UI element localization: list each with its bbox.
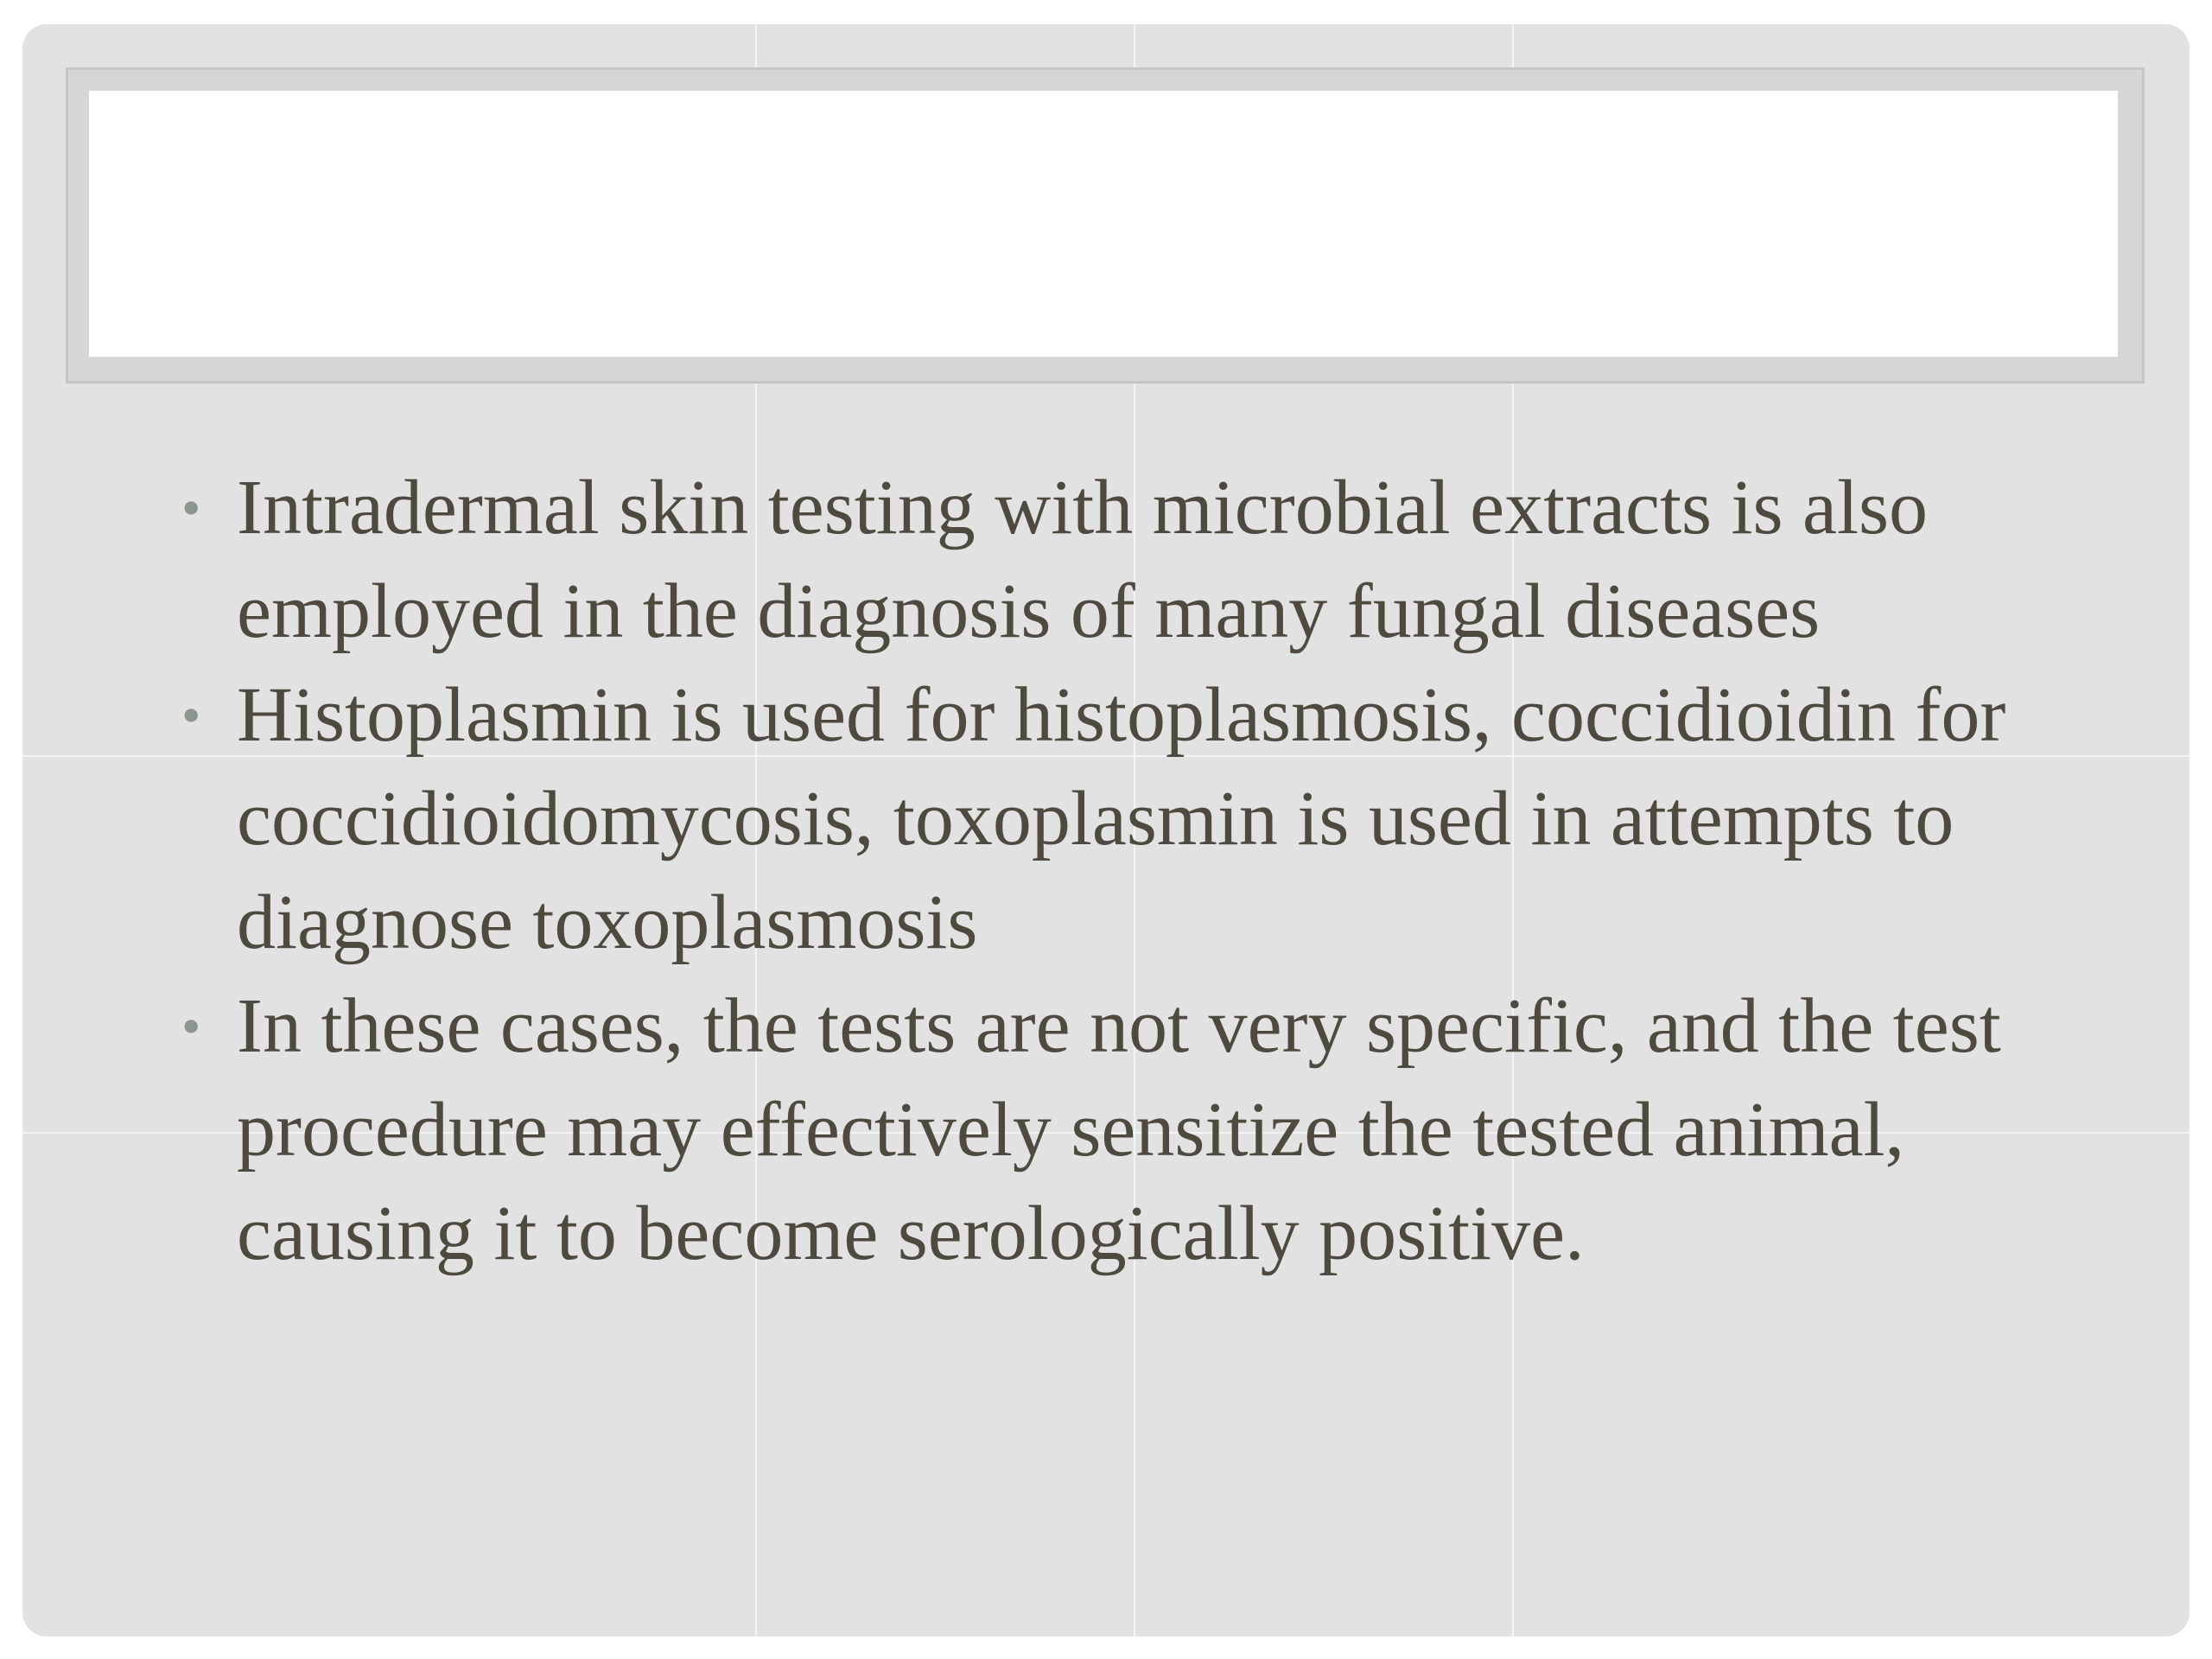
bullet-text: Intradermal skin testing with microbial extracts is also employed in the diagnosis of many fungal diseases [237,465,1929,654]
bullet-icon: • [181,684,201,746]
slide [22,24,2190,1637]
bullet-list [161,456,2096,1286]
title-placeholder[interactable] [89,91,2118,357]
bullet-icon: • [181,995,201,1057]
title-frame [66,67,2145,384]
bullet-icon: • [181,477,201,538]
bullet-item [161,664,2096,975]
bullet-text: In these cases, the tests are not very specific, and the test procedure may effectively sensitize the tested animal, causing it to become serologically positive. [237,983,2001,1276]
bullet-item [161,975,2096,1286]
bullet-item [161,456,2096,664]
bullet-text: Histoplasmin is used for histoplasmosis, coccidioidin for coccidioidomycosis, toxoplasmin is used in attempts to diagnose toxoplasmosis [237,672,2006,965]
